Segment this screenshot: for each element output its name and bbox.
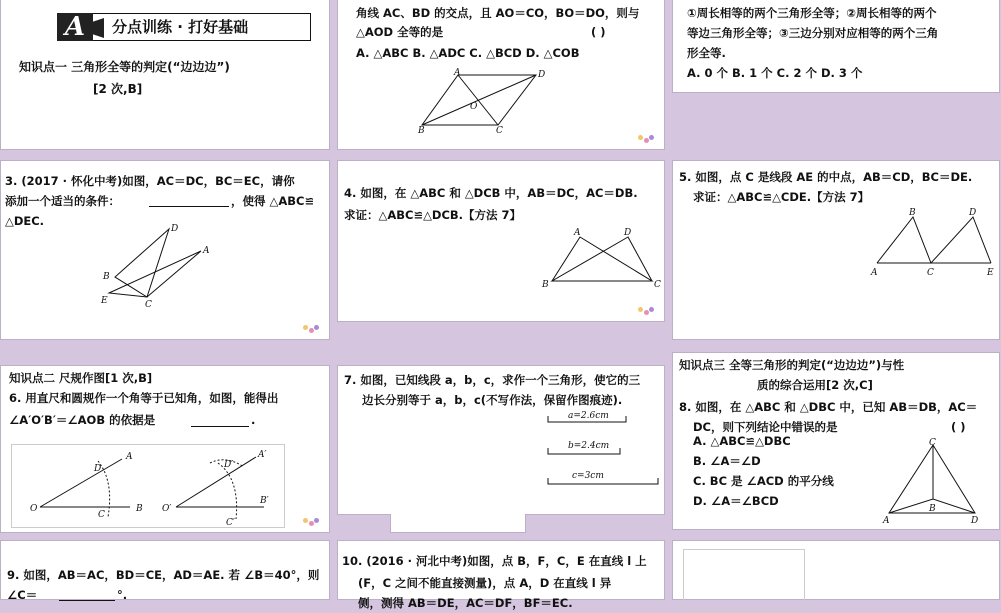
question-3-options: A. 0 个 B. 1 个 C. 2 个 D. 3 个 (687, 66, 863, 80)
question-10-line2b: °. (117, 588, 128, 602)
label-B: B (103, 272, 110, 282)
label-B: B (136, 504, 143, 514)
flag-arrow-icon (92, 18, 106, 38)
slide-panel-2[interactable] (337, 0, 665, 150)
segment-c-label: c=3cm (572, 471, 604, 481)
question-2-options: A. △ABC B. △ADC C. △BCD D. △COB (356, 46, 580, 60)
question-11-line3: 侧，测得 AB＝DE，AC＝DF，BF＝EC. (358, 596, 573, 610)
label-A: A (871, 268, 878, 278)
label-C: C (654, 280, 661, 290)
sparkle-decoration (303, 518, 319, 526)
label-C-prime: C′ (226, 518, 235, 528)
label-A: A (126, 452, 133, 462)
label-E: E (987, 268, 994, 278)
label-C: C (145, 300, 152, 310)
slide-panel-7[interactable] (0, 365, 330, 533)
triangle-rotation-figure (97, 219, 217, 309)
label-O: O (30, 504, 38, 514)
knowledge-point-3-title: 知识点三 全等三角形的判定(“边边边”)与性 (679, 358, 905, 372)
label-B: B (929, 504, 936, 514)
empty-figure-box (683, 549, 805, 611)
slide-panel-10[interactable] (0, 540, 330, 600)
knowledge-point-1-freq: [2 次,B] (93, 82, 143, 96)
adjacent-triangles-figure (869, 205, 1001, 277)
label-E: E (101, 296, 108, 306)
label-O: O (470, 102, 478, 112)
option-C: C. BC 是 ∠ACD 的平分线 (693, 474, 834, 488)
segment-b-label: b=2.4cm (568, 441, 610, 451)
label-D-prime: D′ (224, 460, 234, 470)
answer-blank[interactable] (191, 426, 249, 427)
slide-panel-3[interactable] (672, 0, 1000, 93)
label-C: C (929, 438, 936, 448)
label-C: C (496, 126, 503, 136)
blank-answer-area[interactable] (390, 514, 526, 533)
answer-blank[interactable] (59, 600, 115, 601)
sparkle-decoration (638, 135, 654, 143)
question-5-line2: 求证：△ABC≌△DCB.【方法 7】 (344, 208, 522, 222)
option-B: B. ∠A＝∠D (693, 454, 761, 468)
question-4-line3: △DEC. (5, 214, 45, 228)
label-B: B (418, 126, 425, 136)
question-3-line3: 形全等. (687, 46, 726, 60)
label-C: C (98, 510, 105, 520)
knowledge-point-1-title: 知识点一 三角形全等的判定(“边边边”) (19, 60, 230, 74)
label-D: D (171, 224, 179, 234)
sparkle-decoration (303, 325, 319, 333)
option-A: A. △ABC≌△DBC (693, 434, 791, 448)
question-11-line1: 10. (2016 · 河北中考)如图，点 B，F，C，E 在直线 l 上 (342, 554, 647, 568)
sparkle-decoration (638, 307, 654, 315)
label-D: D (624, 228, 632, 238)
label-A: A (454, 68, 461, 78)
slide-panel-11[interactable] (337, 540, 665, 610)
question-2-text-line2: △AOD 全等的是 (356, 25, 444, 39)
label-B: B (909, 208, 916, 218)
question-9-line4: DC，则下列结论中错误的是 (693, 420, 838, 434)
label-D: D (538, 70, 546, 80)
segments-figure (544, 410, 664, 490)
label-D: D (969, 208, 977, 218)
label-A: A (203, 246, 210, 256)
label-A: A (574, 228, 581, 238)
slide-panel-8[interactable] (337, 365, 665, 515)
label-B-prime: B′ (260, 496, 269, 506)
compass-figure-box (11, 444, 285, 528)
question-3-line1: ①周长相等的两个三角形全等；②周长相等的两个 (687, 6, 937, 20)
question-4-line2b: ，使得 △ABC≌ (231, 194, 315, 208)
answer-blank[interactable] (149, 206, 229, 207)
section-header-text: 分点训练 · 打好基础 (112, 18, 249, 36)
label-B: B (542, 280, 549, 290)
question-7-line2: 6. 用直尺和圆规作一个角等于已知角，如图，能得出 (9, 391, 279, 405)
slide-panel-9[interactable] (672, 352, 1000, 530)
label-O-prime: O′ (162, 504, 172, 514)
label-A: A (883, 516, 890, 526)
angle-copy-figure (12, 445, 284, 527)
section-logo: A (57, 13, 93, 41)
question-8-line1: 7. 如图，已知线段 a，b，c，求作一个三角形，使它的三 (344, 373, 641, 387)
label-C: C (927, 268, 934, 278)
question-2-text-line1: 角线 AC、BD 的交点，且 AO＝CO，BO＝DO，则与 (356, 6, 640, 20)
question-11-line2: (F，C 之间不能直接测量)，点 A，D 在直线 l 异 (358, 576, 612, 590)
slide-panel-4[interactable] (0, 160, 330, 340)
slide-panel-1[interactable] (0, 0, 330, 150)
question-4-line1: 3. (2017 · 怀化中考)如图，AC＝DC，BC＝EC，请你 (5, 174, 295, 188)
label-A-prime: A′ (258, 450, 267, 460)
slide-panel-12[interactable] (672, 540, 1000, 600)
answer-paren: ( ) (591, 25, 606, 39)
answer-paren: ( ) (951, 420, 966, 434)
two-triangles-figure (540, 225, 666, 289)
segment-a-label: a=2.6cm (568, 411, 609, 421)
question-7-line3a: ∠A′O′B′＝∠AOB 的依据是 (9, 413, 156, 427)
question-5-line1: 4. 如图，在 △ABC 和 △DCB 中，AB＝DC，AC＝DB. (344, 186, 638, 200)
parallelogram-figure (418, 69, 548, 135)
question-6-line1: 5. 如图，点 C 是线段 AE 的中点，AB＝CD，BC＝DE. (679, 170, 973, 184)
section-header (57, 13, 311, 41)
question-4-line2a: 添加一个适当的条件： (5, 194, 120, 208)
knowledge-point-2-title: 知识点二 尺规作图[1 次,B] (9, 371, 153, 385)
knowledge-point-3-title-cont: 质的综合运用[2 次,C] (757, 378, 873, 392)
question-8-line2: 边长分别等于 a，b，c(不写作法，保留作图痕迹). (362, 393, 623, 407)
question-9-line3: 8. 如图，在 △ABC 和 △DBC 中，已知 AB＝DB，AC＝ (679, 400, 978, 414)
label-D: D (94, 464, 102, 474)
question-7-line3b: . (251, 413, 256, 427)
option-D: D. ∠A＝∠BCD (693, 494, 779, 508)
kite-triangles-figure (879, 437, 989, 525)
question-10-line2a: ∠C＝ (7, 588, 38, 602)
question-10-line1: 9. 如图，AB＝AC，BD＝CE，AD＝AE. 若 ∠B＝40°，则 (7, 568, 320, 582)
question-3-line2: 等边三角形全等；③三边分别对应相等的两个三角 (687, 26, 939, 40)
question-6-line2: 求证：△ABC≌△CDE.【方法 7】 (693, 190, 870, 204)
label-D: D (971, 516, 979, 526)
slide-panel-5[interactable] (337, 160, 665, 322)
slide-panel-6[interactable] (672, 160, 1000, 340)
